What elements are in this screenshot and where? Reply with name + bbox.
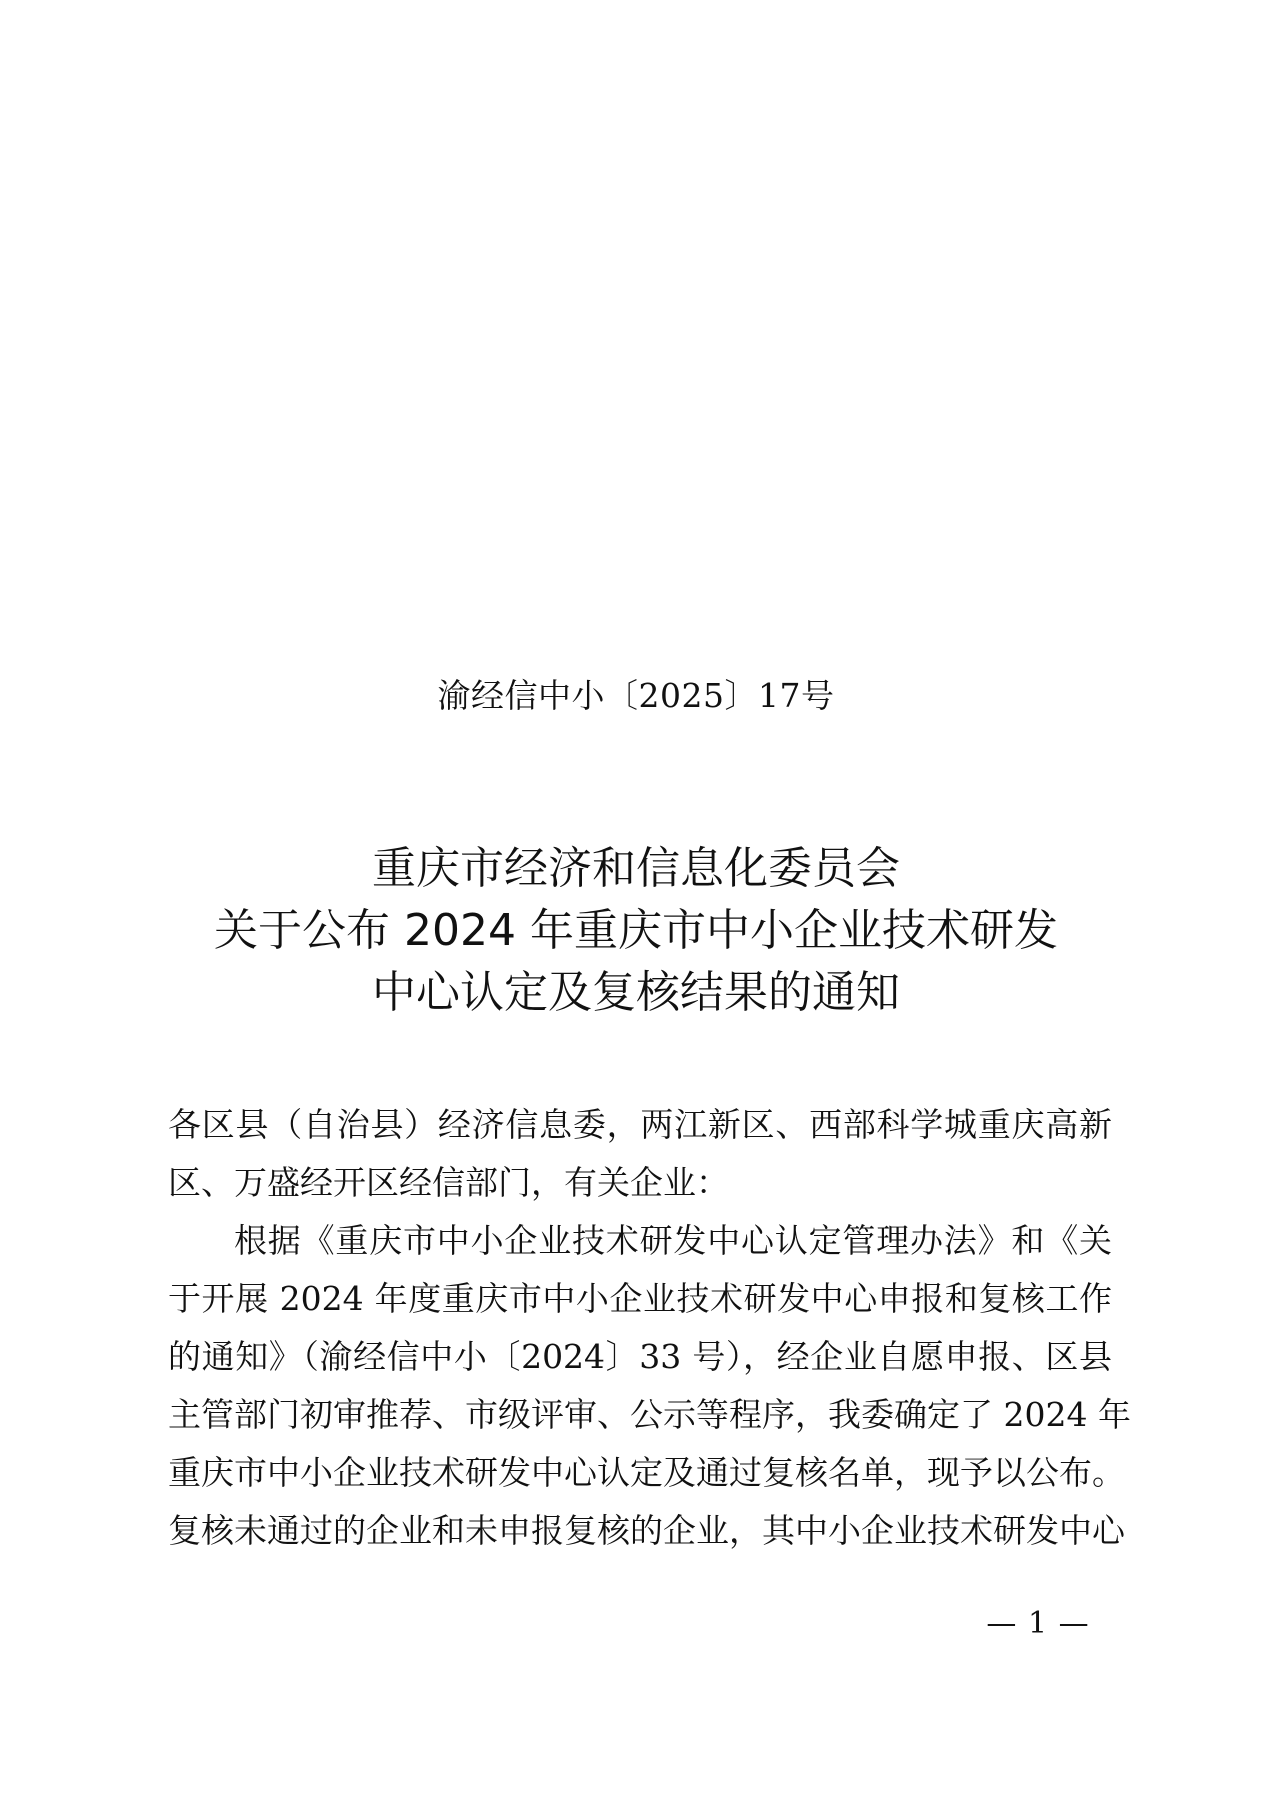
title-line-2: 关于公布 2024 年重庆市中小企业技术研发 <box>214 905 1058 956</box>
paragraph-line-2: 于开展 2024 年度重庆市中小企业技术研发中心申报和复核工作 <box>168 1279 1112 1318</box>
addressee-line-2: 区、万盛经开区经信部门，有关企业： <box>168 1163 729 1202</box>
paragraph-line-5: 重庆市中小企业技术研发中心认定及通过复核名单，现予以公布。 <box>168 1453 1125 1492</box>
title-line-1: 重庆市经济和信息化委员会 <box>372 843 900 894</box>
title-line-3: 中心认定及复核结果的通知 <box>372 967 900 1018</box>
page-number: — 1 — <box>986 1606 1090 1641</box>
paragraph-line-6: 复核未通过的企业和未申报复核的企业，其中小企业技术研发中心 <box>168 1511 1125 1550</box>
addressee-line-1: 各区县（自治县）经济信息委，两江新区、西部科学城重庆高新 <box>168 1105 1112 1144</box>
paragraph-line-1: 根据《重庆市中小企业技术研发中心认定管理办法》和《关 <box>234 1221 1112 1260</box>
document-number: 渝经信中小〔2025〕17号 <box>437 676 835 715</box>
document-body <box>168 1096 1131 1560</box>
document-title <box>0 838 1272 1024</box>
paragraph-line-3: 的通知》（渝经信中小〔2024〕33 号），经企业自愿申报、区县 <box>168 1337 1112 1376</box>
paragraph-line-4: 主管部门初审推荐、市级评审、公示等程序，我委确定了 2024 年 <box>168 1395 1131 1434</box>
